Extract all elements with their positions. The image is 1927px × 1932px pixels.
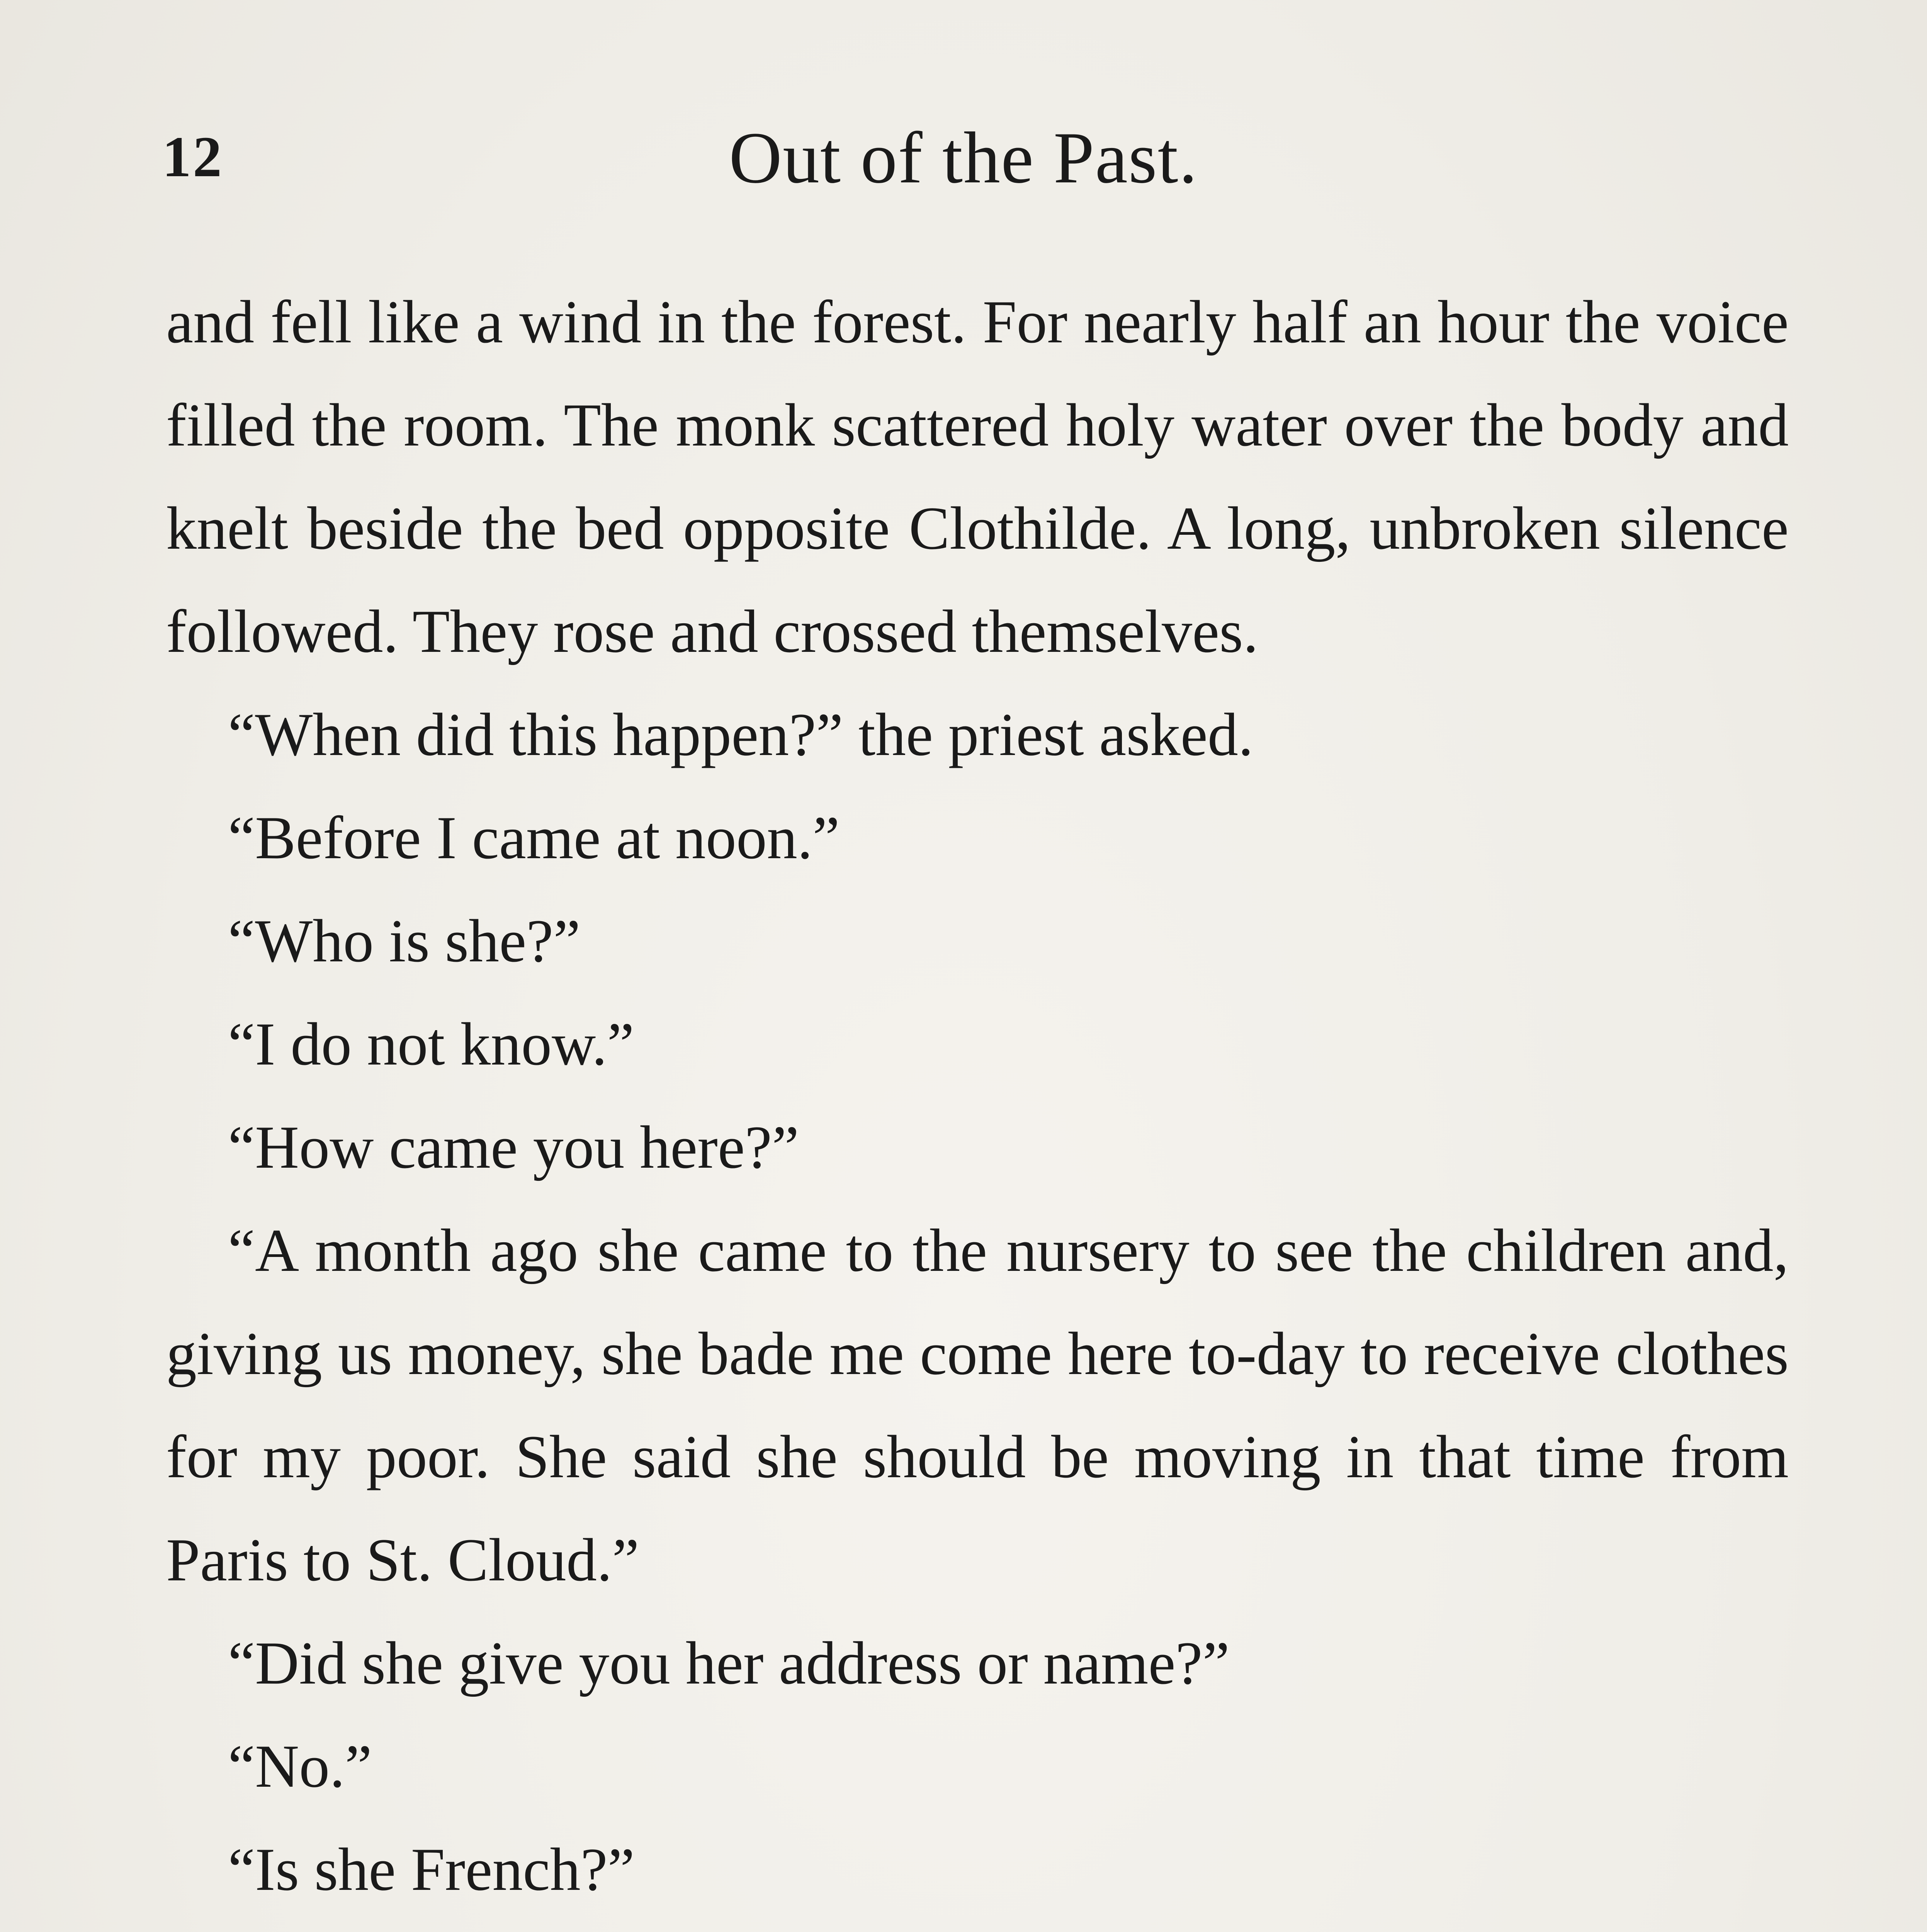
paragraph: “No.”	[228, 1733, 372, 1800]
paragraph: and fell like a wind in the forest. For nearly half an hour the voice filled the room. The monk scattered holy water over the body and knelt beside the bed opposite Clothilde. A long, unbroken silence followed. They rose and crossed themselves.	[166, 288, 1789, 665]
paragraph: “Who is she?”	[228, 907, 581, 975]
paragraph: “When did this happen?” the priest asked.	[228, 701, 1254, 769]
paragraph: “Before I came at noon.”	[228, 804, 840, 872]
page-header	[0, 116, 1927, 199]
paragraph	[166, 1921, 1789, 1932]
paragraph: “How came you here?”	[228, 1114, 799, 1181]
paragraph: “I do not know.”	[228, 1010, 634, 1078]
running-title: Out of the Past.	[729, 117, 1198, 199]
paragraph: “Is she French?”	[228, 1836, 635, 1903]
body-text	[166, 270, 1789, 1932]
page-number: 12	[162, 125, 223, 189]
paragraph: “Did she give you her address or name?”	[228, 1629, 1230, 1697]
paragraph: “A month ago she came to the nursery to see the children and, giving us money, she bade me come here to-day to receive clothes for my poor. She said she should be moving in that time from Paris to St. Cloud.”	[166, 1217, 1789, 1594]
